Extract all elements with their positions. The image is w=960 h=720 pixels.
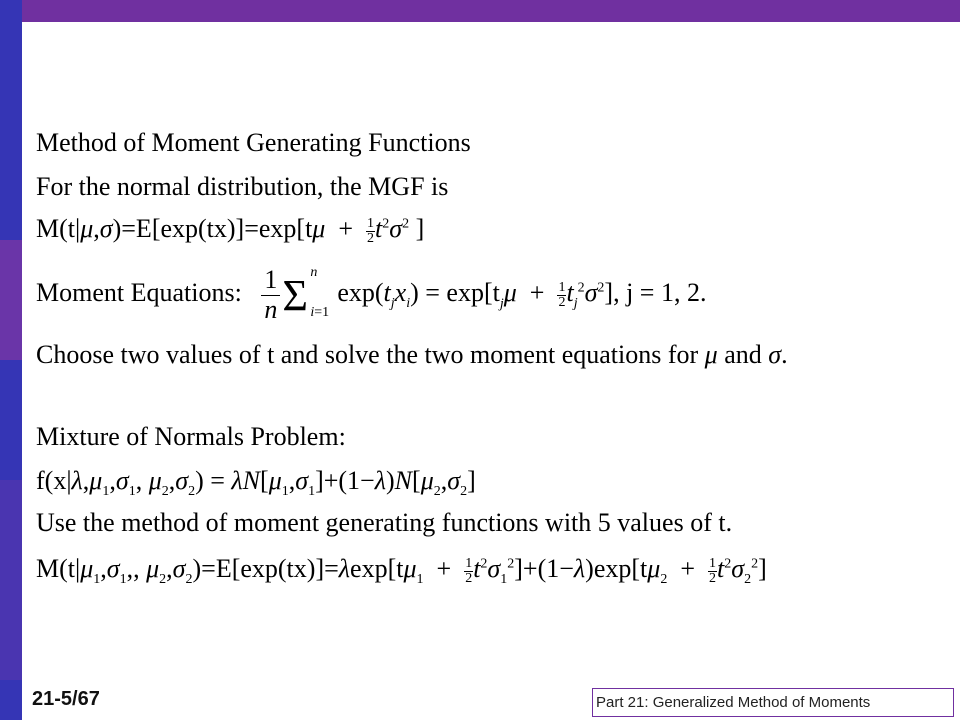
- text-line: For the normal distribution, the MGF is: [36, 172, 449, 201]
- text-line: Choose two values of t and solve the two moment equations for μ and σ.: [36, 340, 788, 369]
- equation-mixture: $f(x|\lambda,\mu_1,\sigma_1$, $\mu_2,\sigma_2) = \lambda N[\mu_1,\sigma_1]+(1-\lambda)N[\mu_2,\sigma_2]$: [36, 466, 476, 500]
- left-accent-bar: [0, 0, 22, 720]
- slide-heading: Method of Moment Generating Functions: [36, 128, 471, 157]
- top-accent-bar: [0, 0, 960, 22]
- footer-title: Part 21: Generalized Method of Moments: [596, 694, 871, 711]
- text-line: Use the method of moment generating functions with 5 values of t.: [36, 508, 733, 537]
- equation-moment: Moment Equations: $\frac{1}{n}$ Σ n i=1 $\exp(t_jx_i) = \exp[t_j\mu$ + $\frac{1}{2}$ $t_j^2\sigma^2$], j = 1, 2.: [36, 265, 707, 324]
- equation-mixture-mgf: $M(t|\mu_1,\sigma_1$,, $\mu_2,\sigma_2)=E[\exp(tx)]=\lambda\exp[t\mu_1$ + $\frac{1}{2}$ $t^2\sigma_1^2]+(1-\lambda)\exp[t\mu_2$ + $\frac{1}{2}$ $t^2\sigma_2^2$]: [36, 554, 767, 588]
- equation-mgf: M(t|μ,σ)=E[exp(tx)]=exp[tμ + $\frac{1}{2}$ $t^2\sigma^2$ ]: [36, 214, 425, 246]
- left-bar-segment: [0, 480, 22, 680]
- slide-number: 21-5/67: [32, 688, 100, 710]
- left-bar-segment: [0, 240, 22, 360]
- section-heading: Mixture of Normals Problem:: [36, 422, 346, 451]
